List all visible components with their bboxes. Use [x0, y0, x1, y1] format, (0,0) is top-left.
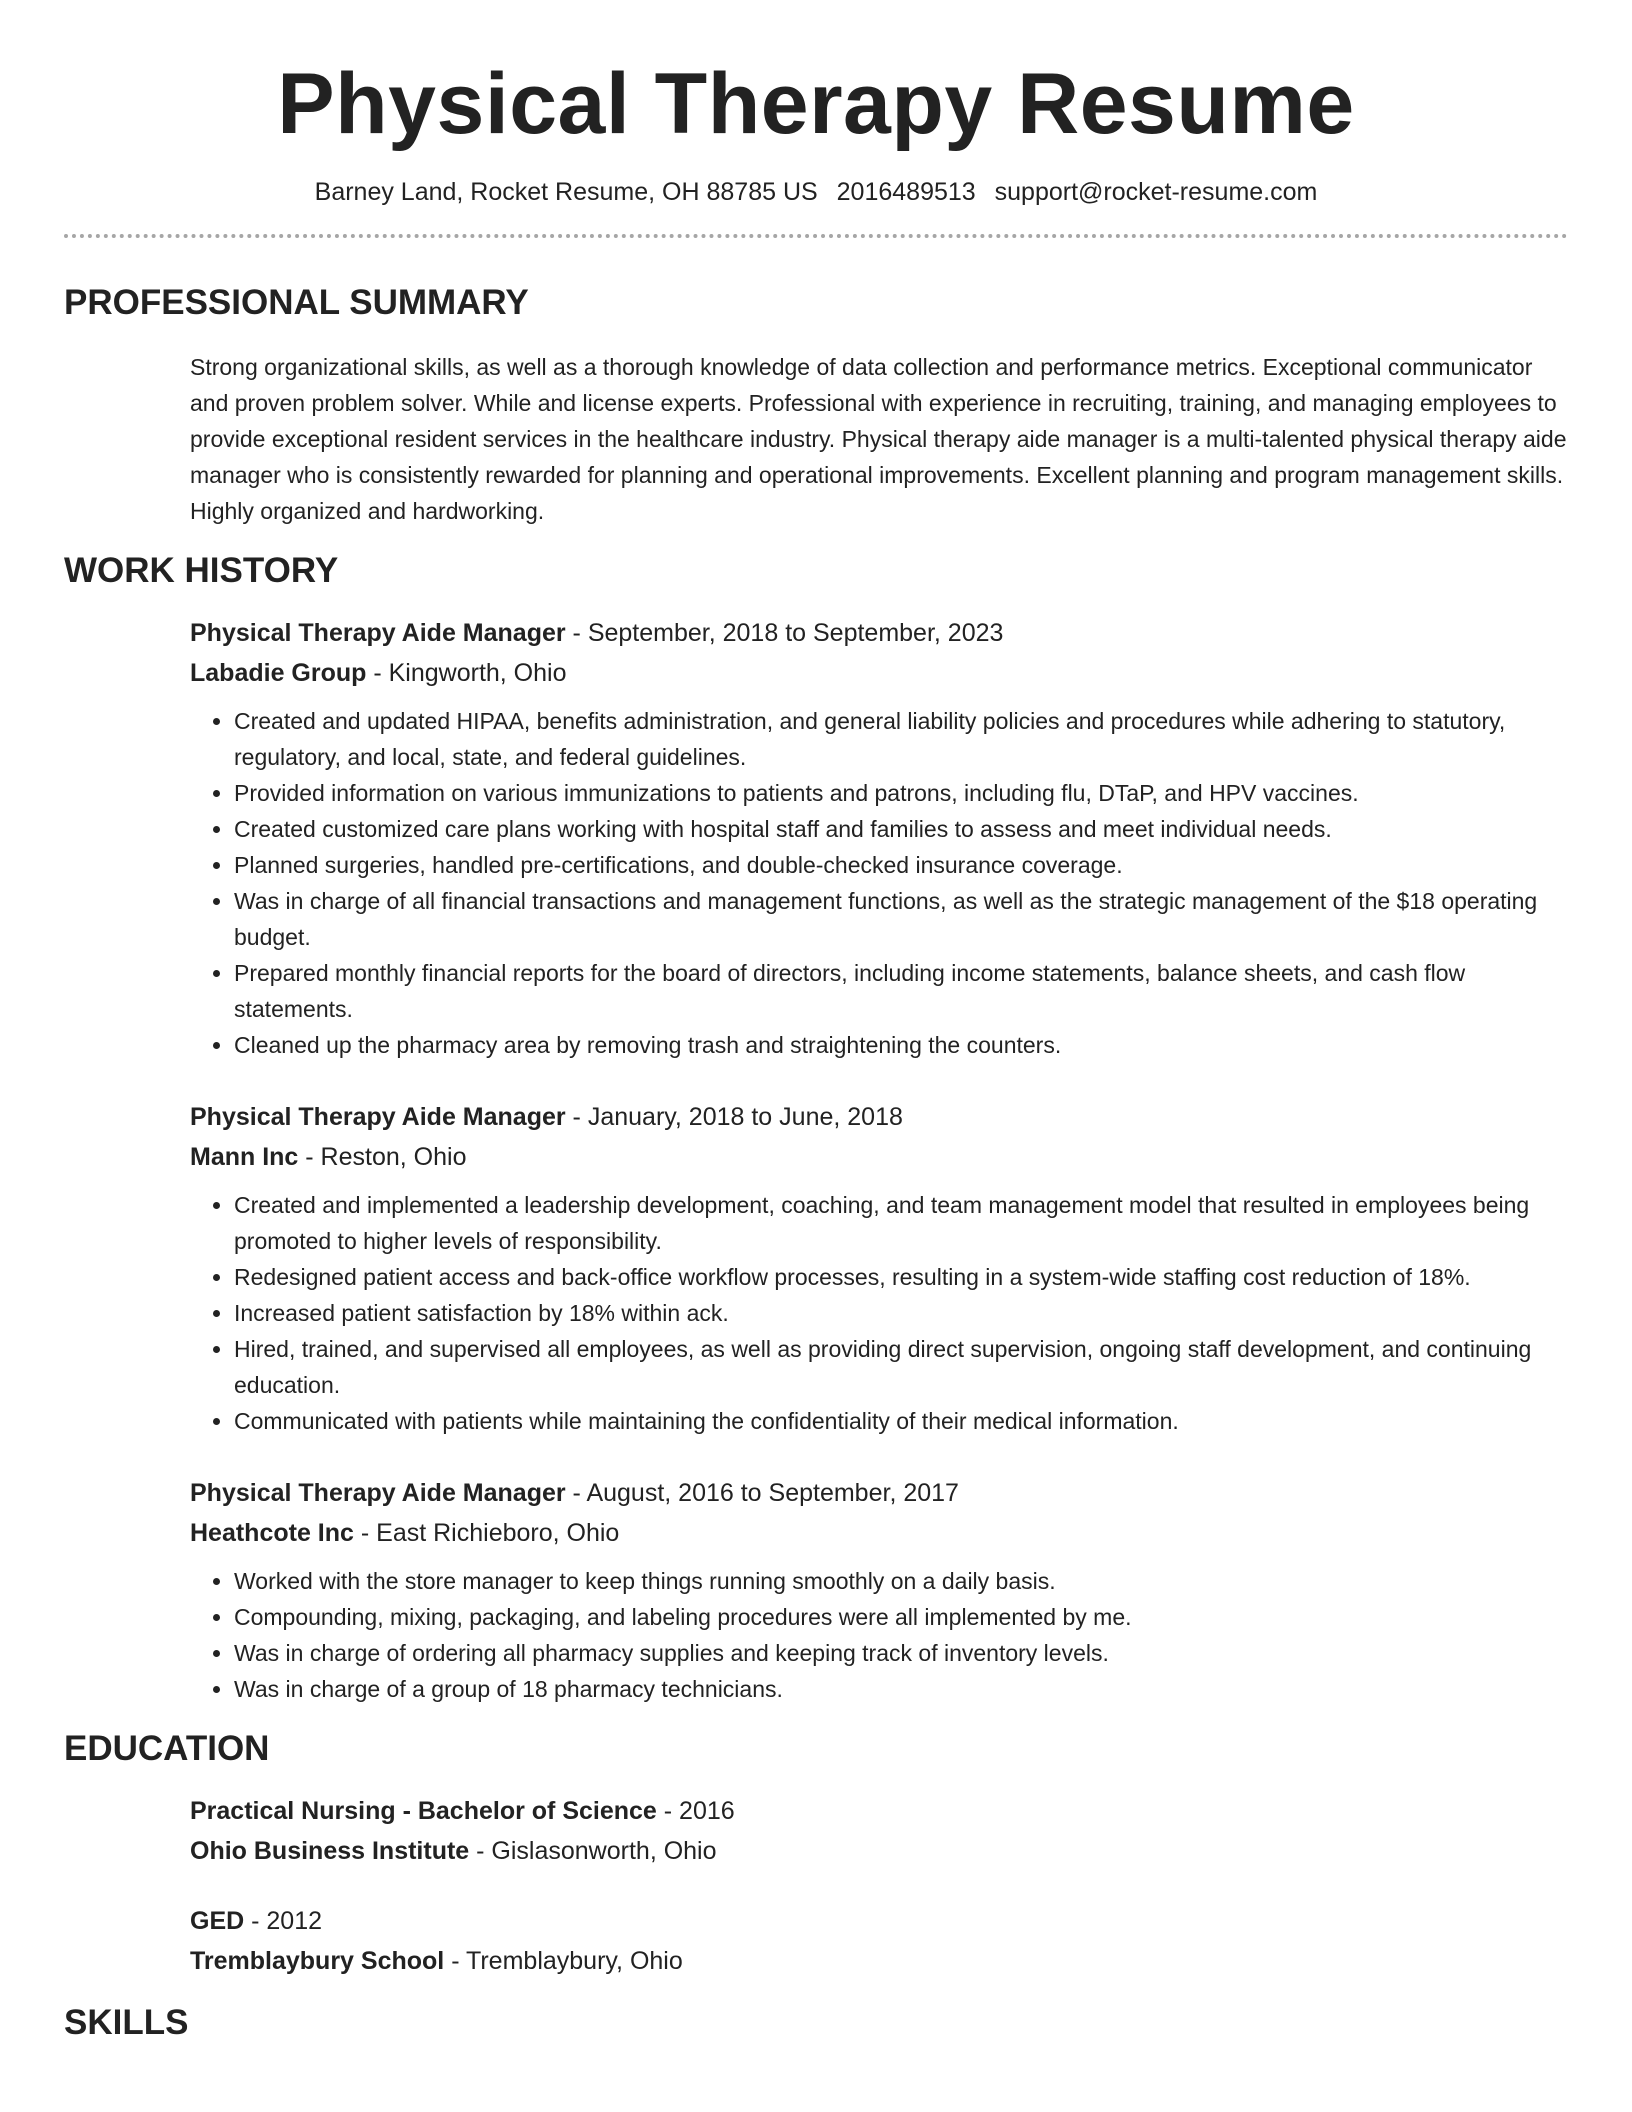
education-degree-line	[190, 1791, 1568, 1831]
summary-section	[64, 283, 1568, 529]
education-heading: EDUCATION	[64, 1729, 270, 1768]
job-company: Heathcote Inc	[190, 1519, 354, 1547]
education-school: Ohio Business Institute	[190, 1837, 470, 1865]
list-item: • Provided information on various immunizations to patients and patrons, including flu, DTaP, and HPV vaccines.	[234, 775, 1568, 811]
job-title-line	[190, 613, 1568, 653]
list-item: • Hired, trained, and supervised all employees, as well as providing direct supervision, ongoing staff development, and continuing education.	[234, 1331, 1568, 1403]
summary-text: Strong organizational skills, as well as a thorough knowledge of data collection and performance metrics. Exceptional communicator and proven problem solver. While and license experts. Professional with experience in recruiting, training, and managing employees to provide exceptional resident services in the healthcare industry. Physical therapy aide manager is a multi-talented physical therapy aide manager who is consistently rewarded for planning and operational improvements. Excellent planning and program management skills. Highly organized and hardworking.	[190, 354, 1567, 524]
page-title: Physical Therapy Resume	[277, 56, 1355, 152]
job-location: - Kingworth, Ohio	[366, 659, 567, 687]
list-item: • Redesigned patient access and back-office workflow processes, resulting in a system-wide staffing cost reduction of 18%.	[234, 1259, 1568, 1295]
job-role: Physical Therapy Aide Manager	[190, 619, 566, 647]
education-section	[64, 1729, 1568, 1981]
education-school: Tremblaybury School	[190, 1947, 445, 1975]
job-role: Physical Therapy Aide Manager	[190, 1103, 566, 1131]
job-dates: - September, 2018 to September, 2023	[565, 619, 1004, 647]
job-company-line	[190, 653, 1568, 693]
job-entry	[190, 1097, 1568, 1439]
header-divider	[64, 234, 1568, 238]
education-degree: Practical Nursing - Bachelor of Science	[190, 1797, 657, 1825]
skills-section	[64, 2003, 1568, 2043]
list-item: • Planned surgeries, handled pre-certifications, and double-checked insurance coverage.	[234, 847, 1568, 883]
job-entry	[190, 613, 1568, 1063]
education-degree-line	[190, 1901, 1568, 1941]
job-dates: - August, 2016 to September, 2017	[565, 1479, 959, 1507]
education-entry	[190, 1901, 1568, 1981]
resume-page	[64, 0, 1568, 2043]
education-school-line	[190, 1831, 1568, 1871]
education-location: - Tremblaybury, Ohio	[444, 1947, 683, 1975]
job-bullets	[190, 703, 1568, 1063]
job-company: Mann Inc	[190, 1143, 299, 1171]
list-item: • Cleaned up the pharmacy area by removing trash and straightening the counters.	[234, 1027, 1568, 1063]
work-history-section	[64, 551, 1568, 1707]
list-item: • Was in charge of a group of 18 pharmacy technicians.	[234, 1671, 1568, 1707]
education-entry	[190, 1791, 1568, 1871]
list-item: • Worked with the store manager to keep things running smoothly on a daily basis.	[234, 1563, 1568, 1599]
skills-heading: SKILLS	[64, 2003, 189, 2042]
job-role: Physical Therapy Aide Manager	[190, 1479, 566, 1507]
education-school-line	[190, 1941, 1568, 1981]
list-item: • Compounding, mixing, packaging, and labeling procedures were all implemented by me.	[234, 1599, 1568, 1635]
list-item: • Communicated with patients while maintaining the confidentiality of their medical information.	[234, 1403, 1568, 1439]
contact-address: Barney Land, Rocket Resume, OH 88785 US	[314, 178, 818, 206]
job-entry	[190, 1473, 1568, 1707]
list-item: • Was in charge of all financial transactions and management functions, as well as the strategic management of the $18 operating budget.	[234, 883, 1568, 955]
contact-line	[64, 176, 1568, 208]
contact-phone: 2016489513	[836, 178, 976, 206]
job-title-line	[190, 1473, 1568, 1513]
contact-email: support@rocket-resume.com	[994, 178, 1318, 206]
job-bullets	[190, 1187, 1568, 1439]
list-item: • Was in charge of ordering all pharmacy supplies and keeping track of inventory levels.	[234, 1635, 1568, 1671]
job-title-line	[190, 1097, 1568, 1137]
job-company-line	[190, 1513, 1568, 1553]
job-location: - Reston, Ohio	[298, 1143, 467, 1171]
job-location: - East Richieboro, Ohio	[353, 1519, 620, 1547]
list-item: • Created customized care plans working with hospital staff and families to assess and meet individual needs.	[234, 811, 1568, 847]
work-history-heading: WORK HISTORY	[64, 551, 339, 590]
education-year: - 2012	[244, 1907, 323, 1935]
job-company-line	[190, 1137, 1568, 1177]
list-item: • Prepared monthly financial reports for the board of directors, including income statements, balance sheets, and cash flow statements.	[234, 955, 1568, 1027]
education-location: - Gislasonworth, Ohio	[469, 1837, 717, 1865]
job-bullets	[190, 1563, 1568, 1707]
list-item: • Increased patient satisfaction by 18% within ack.	[234, 1295, 1568, 1331]
job-company: Labadie Group	[190, 659, 367, 687]
job-dates: - January, 2018 to June, 2018	[565, 1103, 903, 1131]
summary-heading: PROFESSIONAL SUMMARY	[64, 283, 529, 322]
education-degree: GED	[190, 1907, 245, 1935]
list-item: • Created and updated HIPAA, benefits administration, and general liability policies and procedures while adhering to statutory, regulatory, and local, state, and federal guidelines.	[234, 703, 1568, 775]
list-item: • Created and implemented a leadership development, coaching, and team management model that resulted in employees being promoted to higher levels of responsibility.	[234, 1187, 1568, 1259]
education-year: - 2016	[656, 1797, 735, 1825]
